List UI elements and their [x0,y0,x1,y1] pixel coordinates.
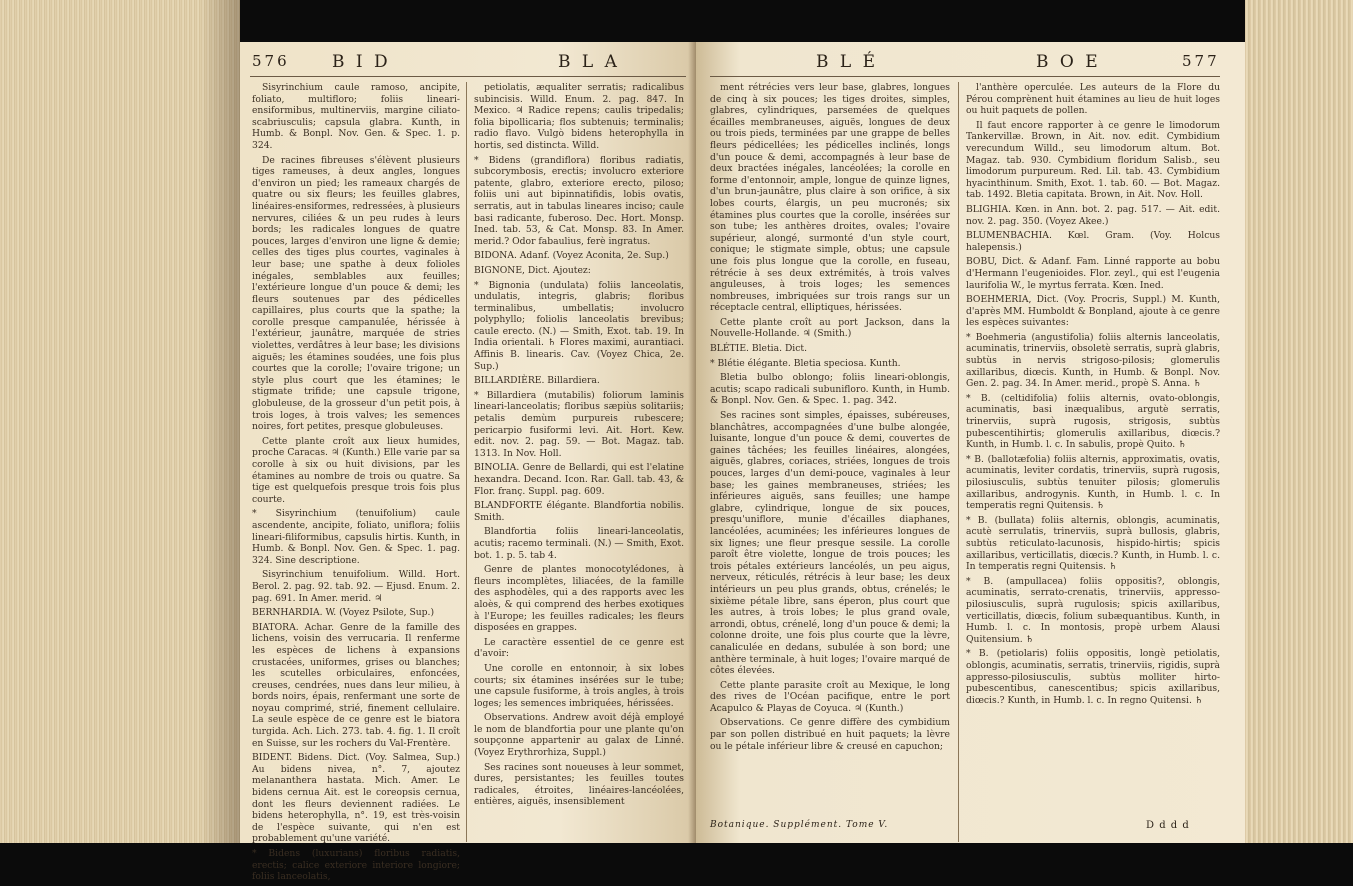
signature-mark: D d d d [1146,820,1190,831]
column-1 [252,82,460,886]
paragraph: * B. (bullata) foliis alternis, oblongis, acuminatis, acutè serrulatis, trinerviis, suprà bullosis, glabris, subtùs reticulato-lacunosis, hispido-hirtis; spicis axillaribus, verticillatis, diœcis.? Kunth, in Humb. l. c. In temperatis regni Quitensis. ♄ [966,514,1220,573]
paragraph: * Billardiera (mutabilis) foliorum laminis lineari-lanceolatis; floribus sæpiùs solitariis; petalis demùm purpureis rubescere; pericarpio fusiformi levi. Ait. Hort. Kew. edit. nov. 2. pag. 59. — Bot. Magaz. tab. 1313. In Nov. Holl. [474,389,684,459]
column-divider [958,82,959,842]
right-page [696,42,1245,843]
left-page [240,42,696,883]
paragraph: Bletia bulbo oblongo; foliis lineari-oblongis, acutis; scapo radicali subunifloro. Kunth, in Humb. & Bonpl. Nov. Gen. & Spec. 1. pag. 342. [710,372,950,407]
paragraph: Cette plante croît au port Jackson, dans la Nouvelle-Hollande. ♃ (Smith.) [710,316,950,340]
column-2 [966,82,1220,709]
paragraph: Une corolle en entonnoir, à six lobes courts; six étamines insérées sur le tube; une capsule fusiforme, à trois angles, à trois loges; les semences imbriquées, hérissées. [474,662,684,709]
column-2 [474,82,684,811]
paragraph: BILLARDIÈRE. Billardiera. [474,375,600,387]
paragraph: Blandfortia foliis lineari-lanceolatis, acutis; racemo terminali. (N.) — Smith, Exot. bot. 1. p. 5. tab 4. [474,526,684,561]
paragraph: BIDENT. Bidens. Dict. (Voy. Salmea, Sup.) Au bidens nivea, n°. 7, ajoutez melananthera hastata. Mich. Amer. Le bidens cernua Ait. est le coreopsis cernua, dont les fleurs deviennent radiées. Le bidens heterophylla, n°. 19, est très-voisin de l'espèce suivante, qui n'en est probablement qu'une variété. [252,752,460,845]
page-number: 576 [252,52,290,70]
paragraph: Cette plante croît aux lieux humides, proche Caracas. ♃ (Kunth.) Elle varie par sa corolle à six ou huit divisions, par les étamines au nombre de trois ou quatre. Sa tige est quelquefois presque trois fois plus courte. [252,435,460,505]
header-rule [250,76,686,77]
paragraph: BINOLIA. Genre de Bellardi, qui est l'elatine hexandra. Decand. Icon. Rar. Gall. tab. 43, & Flor. franç. Suppl. pag. 609. [474,462,684,497]
paragraph: * Sisyrinchium (tenuifolium) caule ascendente, ancipite, foliato, uniflora; foliis lineari-filiformibus, capsulis hirtis. Kunth, in Humb. & Bonpl. Nov. Gen. & Spec. 1. pag. 324. Sine descriptione. [252,508,460,566]
paragraph: * B. (petiolaris) foliis oppositis, longè petiolatis, oblongis, acuminatis, serratis, trinerviis, rigidis, suprà appresso-pilosiusculis, subtùs molliter hirto-pubescentibus, canescentibus; spicis axillaribus, diœcis.? Kunth, in Humb. l. c. In regno Quitensi. ♄ [966,648,1220,706]
paragraph: BLIGHIA. Kœn. in Ann. bot. 2. pag. 517. — Ait. edit. nov. 2. pag. 350. (Voyez Akee.) [966,203,1220,227]
paragraph: BLUMENBACHIA. Kœl. Gram. (Voy. Holcus halepensis.) [966,230,1220,253]
paragraph: Le caractère essentiel de ce genre est d'avoir: [474,636,684,660]
paragraph: BOBU, Dict. & Adanf. Fam. Linné rapporte au bobu d'Hermann l'eugenioides. Flor. zeyl., qui est l'eugenia laurifolia W., le myrtus ferrata. Kœn. Ined. [966,256,1220,291]
header-rule [710,76,1220,77]
paragraph: * B. (celtidifolia) foliis alternis, ovato-oblongis, acuminatis, basi inæqualibus, argutè serratis, trinerviis, suprà rugosis, strigosis, subtùs pubescentihirtis; glomerulis axillaribus, diœcis.? Kunth, in Humb. l. c. In sabulis, propè Quito. ♄ [966,392,1220,451]
paragraph: BLANDFORTE élégante. Blandfortia nobilis. Smith. [474,500,684,523]
paragraph: * Blétie élégante. Bletia speciosa. Kunth. [710,357,901,369]
paragraph: Ses racines sont simples, épaisses, subéreuses, blanchâtres, accompagnées d'une bulbe alongée, luisante, longue d'un pouce & demi, couvertes de gaines tâchées; les feuilles linéaires, alongées, aiguës, glabres, coriaces, striées, longues de trois pouces, larges d'un demi-pouce, vaginales à leur base; les gaines membraneuses, striées; les inférieures aiguës, sans feuilles; une hampe glabre, cylindrique, longue de six pouces, presqu'uniflore, munie d'écailles diaphanes, lancéolées, acuminées; les inférieures longues de six lignes; une fleur presque sessile. La corolle paroît être violette, longue de trois pouces; les trois pétales extérieurs lancéolés, un peu aigus, nerveux, réticulés, rétrécis à leur base; les deux intérieurs un peu plus grands, obtus, crénelés; le sixième pétale libre, sans éperon, plus court que les autres, à trois lobes; le plus grand ovale, arrondi, obtus, crénelé, long d'un pouce & demi; la colonne droite, une fois plus courte que la lèvre, canaliculée en dedans, subulée à son bord; une anthère terminale, à huit loges; l'ovaire marqué de côtes élevées. [710,410,950,677]
paragraph: Sisyrinchium tenuifolium. Willd. Hort. Berol. 2. pag. 92. tab. 92. — Ejusd. Enum. 2. pag. 691. In Amer. merid. ♃ [252,569,460,604]
column-1 [710,82,950,755]
paragraph: BIDONA. Adanf. (Voyez Aconita, 2e. Sup.) [474,250,669,262]
paragraph: petiolatis, æqualiter serratis; radicalibus subincisis. Willd. Enum. 2. pag. 847. In Mexico. ♃ Radice repens; caulis tripedalis; folia bipollicaria; flos subtenuis; terminalis; radio flavo. Vulgò bidens heterophylla in hortis, sed distincta. Willd. [474,82,684,151]
paragraph: Il faut encore rapporter à ce genre le limodorum Tankervillæ. Brown, in Ait. nov. edit. Cymbidium verecundum Willd., seu limodorum altum. Bot. Magaz. tab. 930. Cymbidium floridum Salisb., seu limodorum purpureum. Red. Lil. tab. 43. Cymbidium hyacinthinum. Smith, Exot. 1. tab. 60. — Bot. Magaz. tab. 1492. Bletia capitata. Brown, in Ait. Nov. Holl. [966,119,1220,201]
left-page-header [240,52,696,78]
paragraph: * Bignonia (undulata) foliis lanceolatis, undulatis, integris, glabris; floribus terminalibus, umbellatis; involucro polyphyllo; foliolis lanceolatis brevibus; caule erecto. (N.) — Smith, Exot. tab. 19. In India orientali. ♄ Flores maximi, aurantiaci. Affinis B. linearis. Cav. (Voyez Chica, 2e. Sup.) [474,279,684,372]
paragraph: Observations. Ce genre diffère des cymbidium par son pollen distribué en huit paquets; la lèvre ou le pétale inférieur libre & creusé en capuchon; [710,717,950,752]
paragraph: * B. (ampullacea) foliis oppositis?, oblongis, acuminatis, serrato-crenatis, trinerviis, appresso-pilosiusculis, suprà rugulosis; spicis axillaribus, verticillatis, diœcis, folium subæquantibus. Kunth, in Humb. l. c. In montosis, propè urbem Alausi Quitensium. ♄ [966,575,1220,645]
right-page-stack [1245,0,1353,843]
running-head-right: B L A [558,52,620,72]
running-head-left: B I D [332,52,391,72]
paragraph: BOEHMERIA, Dict. (Voy. Procris, Suppl.) M. Kunth, d'après MM. Humboldt & Bonpland, ajoute à ce genre les espèces suivantes: [966,294,1220,329]
paragraph: BLÉTIE. Bletia. Dict. [710,343,808,355]
paragraph: * B. (ballotæfolia) foliis alternis, approximatis, ovatis, acuminatis, leviter cordatis, trinerviis, suprà rugosis, pilosiusculis, subtùs tenuiter pilosis; glomerulis axillaribus, androgynis. Kunth, in Humb. l. c. In temperatis regni Quitensis. ♄ [966,453,1220,512]
left-page-shadow [200,0,240,843]
paragraph: Observations. Andrew avoit déjà employé le nom de blandfortia pour une plante qu'on soupçonne appartenir au galax de Linné. (Voyez Erythrorhiza, Suppl.) [474,712,684,759]
paragraph: Cette plante parasite croît au Mexique, le long des rives de l'Océan pacifique, entre le port Acapulco & Playas de Coyuca. ♃ (Kunth.) [710,679,950,714]
paragraph: Genre de plantes monocotylédones, à fleurs incomplètes, liliacées, de la famille des asphodèles, qui a des rapports avec les aloès, & qui comprend des herbes exotiques à l'Europe; les feuilles radicales; les fleurs disposées en grappes. [474,564,684,634]
paragraph: BIGNONE, Dict. Ajoutez: [474,264,591,276]
column-divider [466,82,467,842]
paragraph: De racines fibreuses s'élèvent plusieurs tiges rameuses, à deux angles, longues d'environ un pied; les rameaux chargés de quatre ou six fleurs; les feuilles glabres, linéaires-ensiformes, redressées, à plusieurs nervures, ciliées & un peu rudes à leurs bords; les radicales longues de quatre pouces, larges d'environ une ligne & demie; celles des tiges plus courtes, vaginales à leur base; une spathe à deux folioles inégales, semblables aux feuilles; l'extérieure longue d'un pouce & demi; les fleurs soutenues par des pédicelles capillaires, plus courts que la spathe; la corolle presque campanulée, hérissée à l'extérieur, jaunâtre, marquée de stries violettes, verdâtres à leur base; les divisions aiguës; les étamines soudées, une fois plus courtes que la corolle; l'ovaire trigone; un style plus court que les étamines; le stigmate trifide; une capsule trigone, globuleuse, de la grosseur d'un petit pois, à trois loges, à trois valves; les semences noires, fort petites, presque globuleuses. [252,154,460,433]
right-page-header [696,52,1245,78]
paragraph: Sisyrinchium caule ramoso, ancipite, foliato, multifloro; foliis lineari-ensiformibus, multinerviis, margine ciliato-scabriusculis; capsula glabra. Kunth, in Humb. & Bonpl. Nov. Gen. & Spec. 1. p. 324. [252,82,460,151]
paragraph: ment rétrécies vers leur base, glabres, longues de cinq à six pouces; les tiges droites, simples, glabres, cylindriques, parsemées de quelques écailles membraneuses, aiguës, longues de deux ou trois pieds, terminées par une grappe de belles fleurs pédicellées; les pédicelles inclinés, longs d'un pouce & demi, accompagnés à leur base de deux bractées inégales, lancéolées; la corolle en forme d'entonnoir, ample, longue de quinze lignes, d'un brun-jaunâtre, plus claire à son orifice, à six lobes courts, élargis, un peu mucronés; six étamines plus courtes que la corolle, insérées sur son tube; les anthères droites, ovales; l'ovaire supérieur, alongé, surmonté d'un style court, conique; le stigmate simple, obtus; une capsule une fois plus longue que la corolle, en fuseau, rétrécie à ses deux extrémités, à trois valves anguleuses, à trois loges; les semences nombreuses, imbriquées sur trois rangs sur un réceptacle central, elliptiques, hérissées. [710,82,950,314]
paragraph: * Bidens (luxurians) floribus radiatis, erectis; calice exteriore interiore longiore; foliis lanceolatis, [252,848,460,883]
paragraph: * Boehmeria (angustifolia) foliis alternis lanceolatis, acuminatis, trinerviis, obsoletè serratis, suprà glabris, subtùs in nervis strigoso-pilosis; glomerulis axillaribus, diœcis. Kunth, in Humb. & Bonpl. Nov. Gen. 2. pag. 34. In Amer. merid., propè S. Anna. ♄ [966,331,1220,390]
paragraph: l'anthère operculée. Les auteurs de la Flore du Pérou comprènent huit étamines au lieu de huit loges ou huit paquets de pollen. [966,82,1220,117]
footer-volume: Botanique. Supplément. Tome V. [710,820,889,830]
paragraph: BIATORA. Achar. Genre de la famille des lichens, voisin des verrucaria. Il renferme les espèces de lichens à expansions crustacées, uniformes, grises ou blanches; les scutelles orbiculaires, enfoncées, creuses, cendrées, nues dans leur milieu, à bords noirs, épais, renfermant une sorte de noyau comprimé, strié, finement cellulaire. La seule espèce de ce genre est le biatora turgida. Ach. Lich. 273. tab. 4. fig. 1. Il croît en Suisse, sur les rochers du Val-Frentère. [252,621,460,749]
page-number: 577 [1182,52,1220,70]
paragraph: BERNHARDIA. W. (Voyez Psilote, Sup.) [252,607,435,619]
running-head-right: B O E [1036,52,1101,72]
running-head-left: B L É [816,52,878,72]
paragraph: Ses racines sont noueuses à leur sommet, dures, persistantes; les feuilles toutes radicales, étroites, linéaires-lancéolées, entières, aiguës, insensiblement [474,761,684,808]
paragraph: * Bidens (grandiflora) floribus radiatis, subcorymbosis, erectis; involucro exteriore patente, glabro, exteriore erecto, piloso; foliis uni aut bipinnatifidis, lobis ovatis, serratis, aut in tabulas lineares inciso; caule basi radicante, fuberoso. Dec. Hort. Monsp. Ined. tab. 53, & Cat. Monsp. 83. In Amer. merid.? Odor fabaulius, ferè ingratus. [474,154,684,247]
